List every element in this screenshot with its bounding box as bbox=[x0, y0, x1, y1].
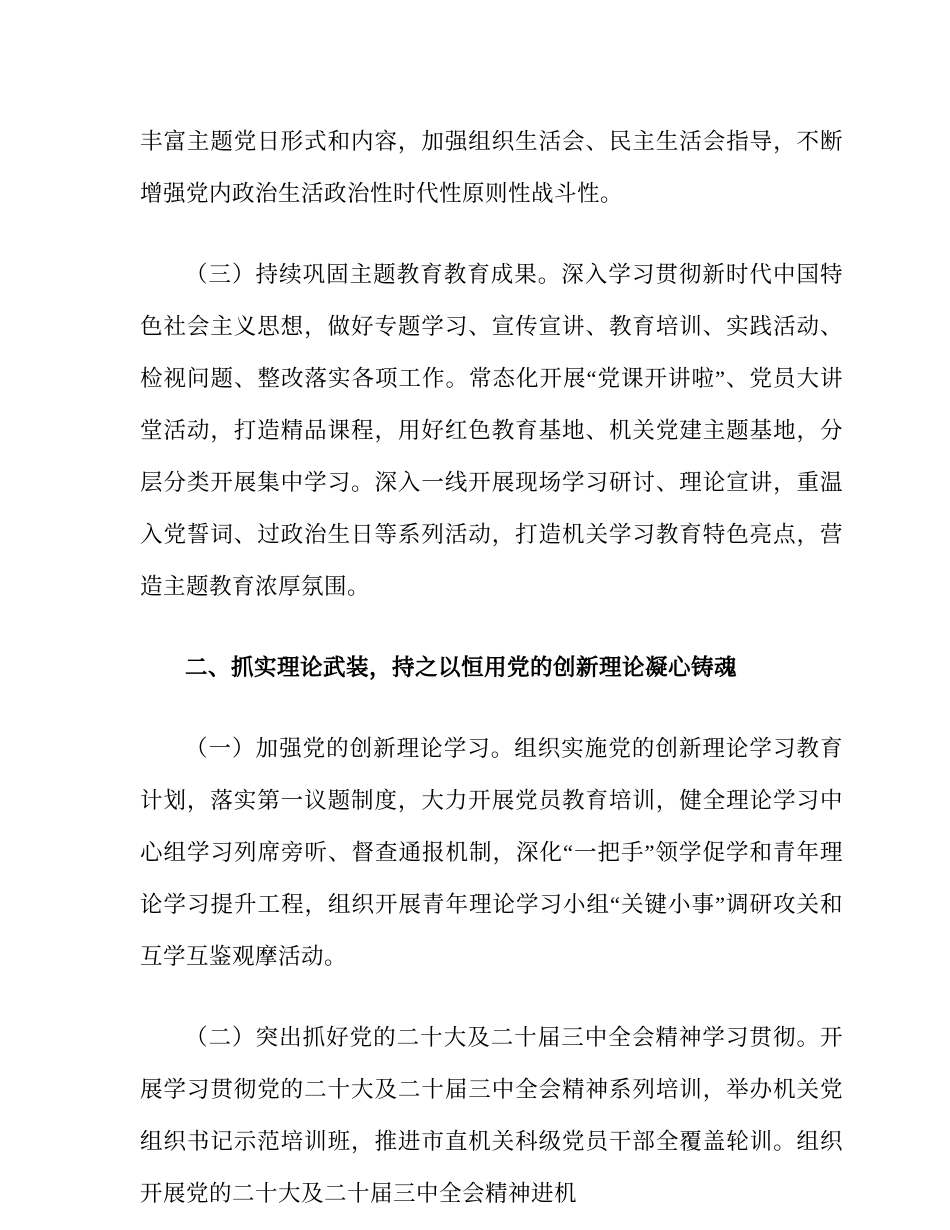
paragraph-section-1-3: （三）持续巩固主题教育教育成果。深入学习贯彻新时代中国特色社会主义思想，做好专题学习、宣传宣讲、教育培训、实践活动、检视问题、整改落实各项工作。常态化开展“党课开讲啦”、党员大讲堂活动，打造精品课程，用好红色教育基地、机关党建主题基地，分层分类开展集中学习。深入一线开展现场学习研讨、理论宣讲，重温入党誓词、过政治生日等系列活动，打造机关学习教育特色亮点，营造主题教育浓厚氛围。 bbox=[140, 262, 843, 599]
section-heading-2: 二、抓实理论武装，持之以恒用党的创新理论凝心铸魂 bbox=[185, 655, 738, 680]
paragraph-section-2-1: （一）加强党的创新理论学习。组织实施党的创新理论学习教育计划，落实第一议题制度，大力开展党员教育培训，健全理论学习中心组学习列席旁听、督查通报机制，深化“一把手”领学促学和青年理论学习提升工程，组织开展青年理论学习小组“关键小事”调研攻关和互学互鉴观摩活动。 bbox=[140, 736, 843, 969]
paragraph-section-2-2: （二）突出抓好党的二十大及二十届三中全会精神学习贯彻。开展学习贯彻党的二十大及二十届三中全会精神系列培训，举办机关党组织书记示范培训班，推进市直机关科级党员干部全覆盖轮训。组织开展党的二十大及二十届三中全会精神进机 bbox=[140, 1025, 843, 1206]
paragraph-continuation: 丰富主题党日形式和内容，加强组织生活会、民主生活会指导，不断增强党内政治生活政治性时代性原则性战斗性。 bbox=[140, 129, 843, 206]
